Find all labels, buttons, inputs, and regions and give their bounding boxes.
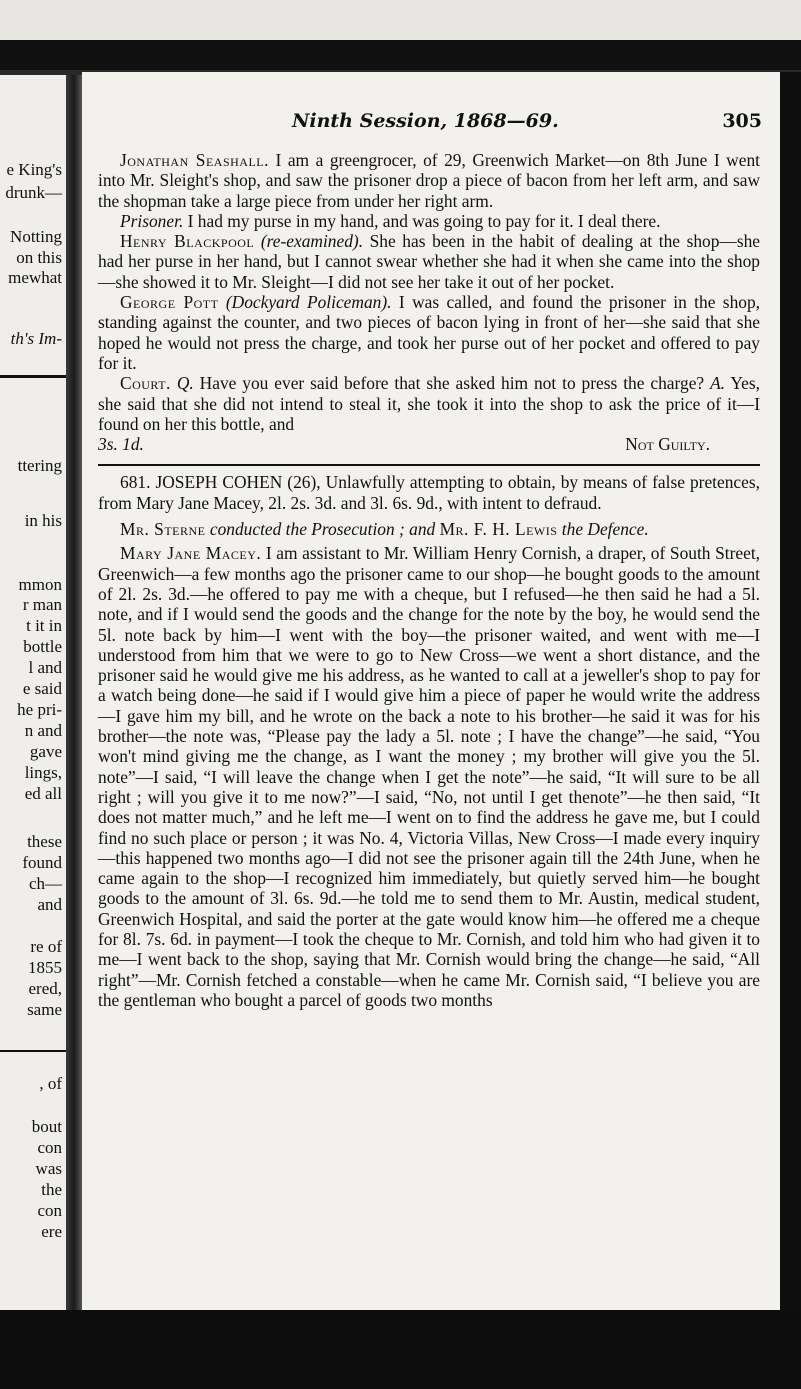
left-text-fragment: ered, <box>28 979 62 998</box>
speaker-name: Prisoner. <box>120 210 184 231</box>
left-page-rule <box>0 1050 66 1052</box>
left-text-fragment: found <box>22 853 62 872</box>
book-gutter <box>66 75 82 1310</box>
left-text-fragment: drunk— <box>5 183 62 202</box>
left-text-fragment: ttering <box>17 456 62 475</box>
left-text-fragment: ed all <box>24 784 62 803</box>
session-title: Ninth Session, 1868—69. <box>292 110 559 132</box>
left-text-fragment: on this <box>16 248 62 267</box>
left-text-fragment: same <box>27 1000 62 1019</box>
left-text-fragment: was <box>35 1159 62 1178</box>
left-text-fragment: r man <box>22 595 62 614</box>
left-text-fragment: 1855 <box>28 958 62 977</box>
left-text-fragment: gave <box>29 742 62 761</box>
left-text-fragment: mewhat <box>8 268 62 287</box>
speaker-name: Court. <box>120 373 171 394</box>
left-text-fragment: con <box>37 1201 62 1220</box>
left-text-fragment: , of <box>39 1074 62 1093</box>
left-page-fragment <box>0 75 66 1310</box>
scan-top-margin <box>0 0 801 40</box>
defence-role: the Defence. <box>561 519 649 540</box>
left-text-fragment: re of <box>30 937 62 956</box>
page-edge-shadow <box>780 72 801 1310</box>
case-number-and-defendant: 681. JOSEPH COHEN (26), <box>120 472 321 493</box>
testimony-text: I was called, and found the prisoner in the shop, standing against the counter, and two pieces of bacon lying in front of her—she said that she hoped he would not press the charge, and took her purse out of her pocket and offered to pay for it. <box>98 292 761 373</box>
left-text-fragment: ch— <box>28 874 62 893</box>
right-page <box>82 72 780 1310</box>
left-text-fragment: e King's <box>6 160 62 179</box>
left-text-fragment: t it in <box>26 616 62 635</box>
testimony-paragraph <box>98 373 760 434</box>
page-body <box>98 150 760 1010</box>
testimony-text: She has been in the habit of dealing at the shop—she had her purse in her hand, but I cannot swear whether she had it when she came into the shop—she showed it to Mr. Sleight—I did not see her take it out of her pocket. <box>98 231 760 292</box>
testimony-paragraph <box>98 543 760 1010</box>
amount: 3s. 1d. <box>98 434 144 455</box>
prosecution-counsel: Mr. Sterne <box>120 519 206 540</box>
case-divider <box>98 464 760 466</box>
defence-counsel: Mr. F. H. Lewis <box>439 519 558 540</box>
witness-name: Jonathan Seashall. <box>120 150 269 170</box>
left-text-fragment: the <box>41 1180 62 1199</box>
testimony-text: I am a greengrocer, of 29, Greenwich Market—on 8th June I went into Mr. Sleight's shop, and saw the prisoner drop a piece of bacon from her left arm, and saw the shopman take a large piece from under her right arm. <box>98 150 760 211</box>
left-text-fragment: he pri- <box>17 700 62 719</box>
answer-marker: A. <box>710 373 726 394</box>
left-text-fragment: these <box>27 832 62 851</box>
page-number: 305 <box>722 110 762 132</box>
left-text-fragment: con <box>37 1138 62 1157</box>
case-charge: Unlawfully attempting to obtain, by means of false pretences, from Mary Jane Macey, 2l. 2s. 3d. and 3l. 6s. 9d., with intent to defraud. <box>98 472 760 513</box>
testimony-paragraph <box>98 231 760 292</box>
verdict-line <box>98 434 760 454</box>
question-text: Have you ever said before that she asked him not to press the charge? <box>199 373 705 394</box>
counsel-line <box>98 519 760 539</box>
left-page-rule <box>0 375 66 378</box>
left-text-fragment: and <box>37 895 62 914</box>
left-text-fragment: bout <box>31 1117 62 1136</box>
left-text-fragment: in his <box>24 511 62 530</box>
scan-bottom-margin <box>0 1310 801 1389</box>
testimony-text: I am assistant to Mr. William Henry Cornish, a draper, of South Street, Greenwich—a few months ago the prisoner came to our shop—he bought goods to the amount of 2l. 2s. 3d.—he offered to pay me with a cheque, but I refused—he then said he had a 5l. note, and if I would send the goods and the change for the note by the boy, he would send the 5l. note back by him—I went with the boy—the prisoner waited, and went with me—I understood from him that we were to go to New Cross—we went a short distance, and the prisoner said he would give me his address, as he wanted to call at a jeweller's shop to pay for a watch being done—he said if I would give him a piece of paper he would write the address—I gave him my bill, and he wrote on the back a note to his brother—he said it was for his brother—the note was, “Please pay the lady a 5l. note ; I have the change”—he said, “You won't mind giving me the change, as I want the money ; my brother will give you the 5l. note”—I said, “I will leave the change when I get the note”—he said, “It will sure to be all right ; will you give it to me now?”—I said, “No, not until I get thenote”—he then said, “It does not matter much,” and he left me—I went on to find the address he gave me, but I could find no such place or person ; it was No. 4, Victoria Villas, New Cross—I made every inquiry—this happened two months ago—I did not see the prisoner again till the 24th June, when he came again to the shop—I recognized him immediately, but quietly served him—he bought goods to the amount of 3l. 6s. 9d.—he told me to send them to Mr. Austin, medical student, Greenwich Hospital, and said the porter at the gate would know him—he offered me a cheque for 8l. 7s. 6d. in payment—I took the cheque to Mr. Cornish, and told him who had given it to me—I went back to the shop, saying that Mr. Cornish would bring the change—he said, “All right”—Mr. Cornish fetched a constable—when he came Mr. Cornish said, “I believe you are the gentleman who bought a parcel of goods two months <box>98 543 761 1010</box>
prosecution-role: conducted the Prosecution ; and <box>209 519 436 540</box>
testimony-paragraph <box>98 150 760 211</box>
question-marker: Q. <box>176 373 194 394</box>
witness-name: Mary Jane Macey. <box>120 543 262 564</box>
witness-note: (Dockyard Policeman). <box>225 292 392 313</box>
verdict: Not Guilty. <box>625 434 710 455</box>
scan-top-shadow <box>0 40 801 70</box>
left-text-fragment: ere <box>41 1222 62 1241</box>
left-text-fragment: n and <box>24 721 62 740</box>
witness-name: George Pott <box>120 292 219 313</box>
case-heading <box>98 472 760 513</box>
testimony-paragraph <box>98 211 760 231</box>
left-text-fragment: Notting <box>10 227 62 246</box>
testimony-paragraph <box>98 292 760 373</box>
left-text-fragment: mmon <box>18 575 62 594</box>
witness-note: (re-examined). <box>260 231 364 252</box>
testimony-text: I had my purse in my hand, and was going to pay for it. I deal there. <box>187 210 661 231</box>
left-text-fragment: th's Im- <box>10 329 62 348</box>
left-text-fragment: bottle <box>23 637 62 656</box>
left-text-fragment: e said <box>22 679 62 698</box>
left-text-fragment: lings, <box>24 763 62 782</box>
answer-text: Yes, she said that she did not intend to steal it, she took it into the shop to ask the price of it—I found on her this bottle, and <box>98 373 760 434</box>
left-text-fragment: l and <box>28 658 62 677</box>
witness-name: Henry Blackpool <box>120 231 255 252</box>
